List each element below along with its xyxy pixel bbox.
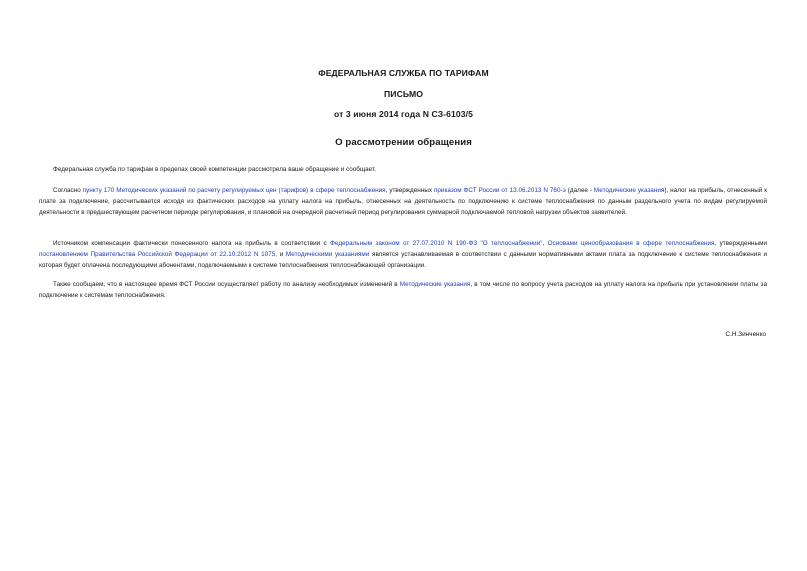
link-methodical-guidelines[interactable]: Методическими указаниями: [285, 251, 370, 259]
paragraph-text: ,: [542, 240, 548, 247]
link-methodical-guidelines[interactable]: Методические указания: [399, 281, 471, 288]
paragraph-text: , утвержденных: [385, 187, 434, 194]
paragraph-text: (далее -: [565, 187, 594, 194]
paragraph-text: , в том числе по вопросу учета расходов на уплату налога на прибыль при установлении платы за подключение к системам теплоснабжения.: [39, 281, 767, 300]
link-clause-170[interactable]: пункту 170 Методических указаний по расчету регулируемых цен (тарифов) в сфере теплоснабжения: [82, 187, 386, 194]
paragraph-text: Согласно: [53, 187, 83, 194]
link-federal-law-190[interactable]: Федеральным законом от 27.07.2010 N 190-ФЗ "О теплоснабжении": [330, 240, 543, 247]
signatory-name: С.Н.Зинченко: [725, 331, 766, 338]
issuing-authority: ФЕДЕРАЛЬНАЯ СЛУЖБА ПО ТАРИФАМ: [318, 68, 489, 78]
paragraph-methodology: [39, 185, 767, 218]
paragraph-text: является устанавливаемая в соответствии с данными нормативными актами плата за подключение к системе теплоснабжения и которая будет оплачена последующими абонентами, подключаемыми к системе теплоснабжения теплоснабжающей организации.: [39, 251, 767, 270]
paragraph-text: , и: [275, 251, 286, 259]
paragraph-intro: [39, 164, 767, 175]
paragraph-text: Источником компенсации фактически понесенного налога на прибыль в соответствии с: [53, 240, 331, 247]
document-date-number: от 3 июня 2014 года N СЗ-6103/5: [333, 109, 474, 119]
link-government-resolution-1075[interactable]: постановлением Правительства Российской Федерации от 22.10.2012 N 1075: [39, 251, 276, 259]
paragraph-ongoing-work: [39, 279, 767, 301]
paragraph-text: , утвержденными: [714, 240, 767, 247]
document-subject: О рассмотрении обращения: [335, 137, 472, 148]
link-fst-order-760[interactable]: приказом ФСТ России от 13.06.2013 N 760-э: [433, 187, 566, 194]
document-type: ПИСЬМО: [384, 89, 423, 99]
paragraph-text: Федеральная служба по тарифам в пределах своей компетенции рассмотрела ваше обращение и сообщает.: [53, 166, 376, 173]
paragraph-text: Также сообщаем, что в настоящее время ФСТ России осуществляет работу по анализу необходимых изменений в: [53, 281, 400, 288]
paragraph-text: ), налог на прибыль, отнесенный к плате за подключение, рассчитывается исходя из фактических расходов на уплату налога на прибыль, отнесенных на деятельность по подключению к системе теплоснабжения по данным раздельного учета по видам регулируемой деятельности в предшествующем расчетном периоде регулирования, и плановой на очередной расчетный период регулирования суммарной подключаемой тепловой нагрузки объектов заявителей.: [39, 187, 768, 217]
paragraph-compensation: [39, 238, 767, 271]
link-methodical-guidelines[interactable]: Методические указания: [593, 187, 665, 194]
link-pricing-basics[interactable]: Основами ценообразования в сфере теплоснабжения: [547, 240, 715, 247]
